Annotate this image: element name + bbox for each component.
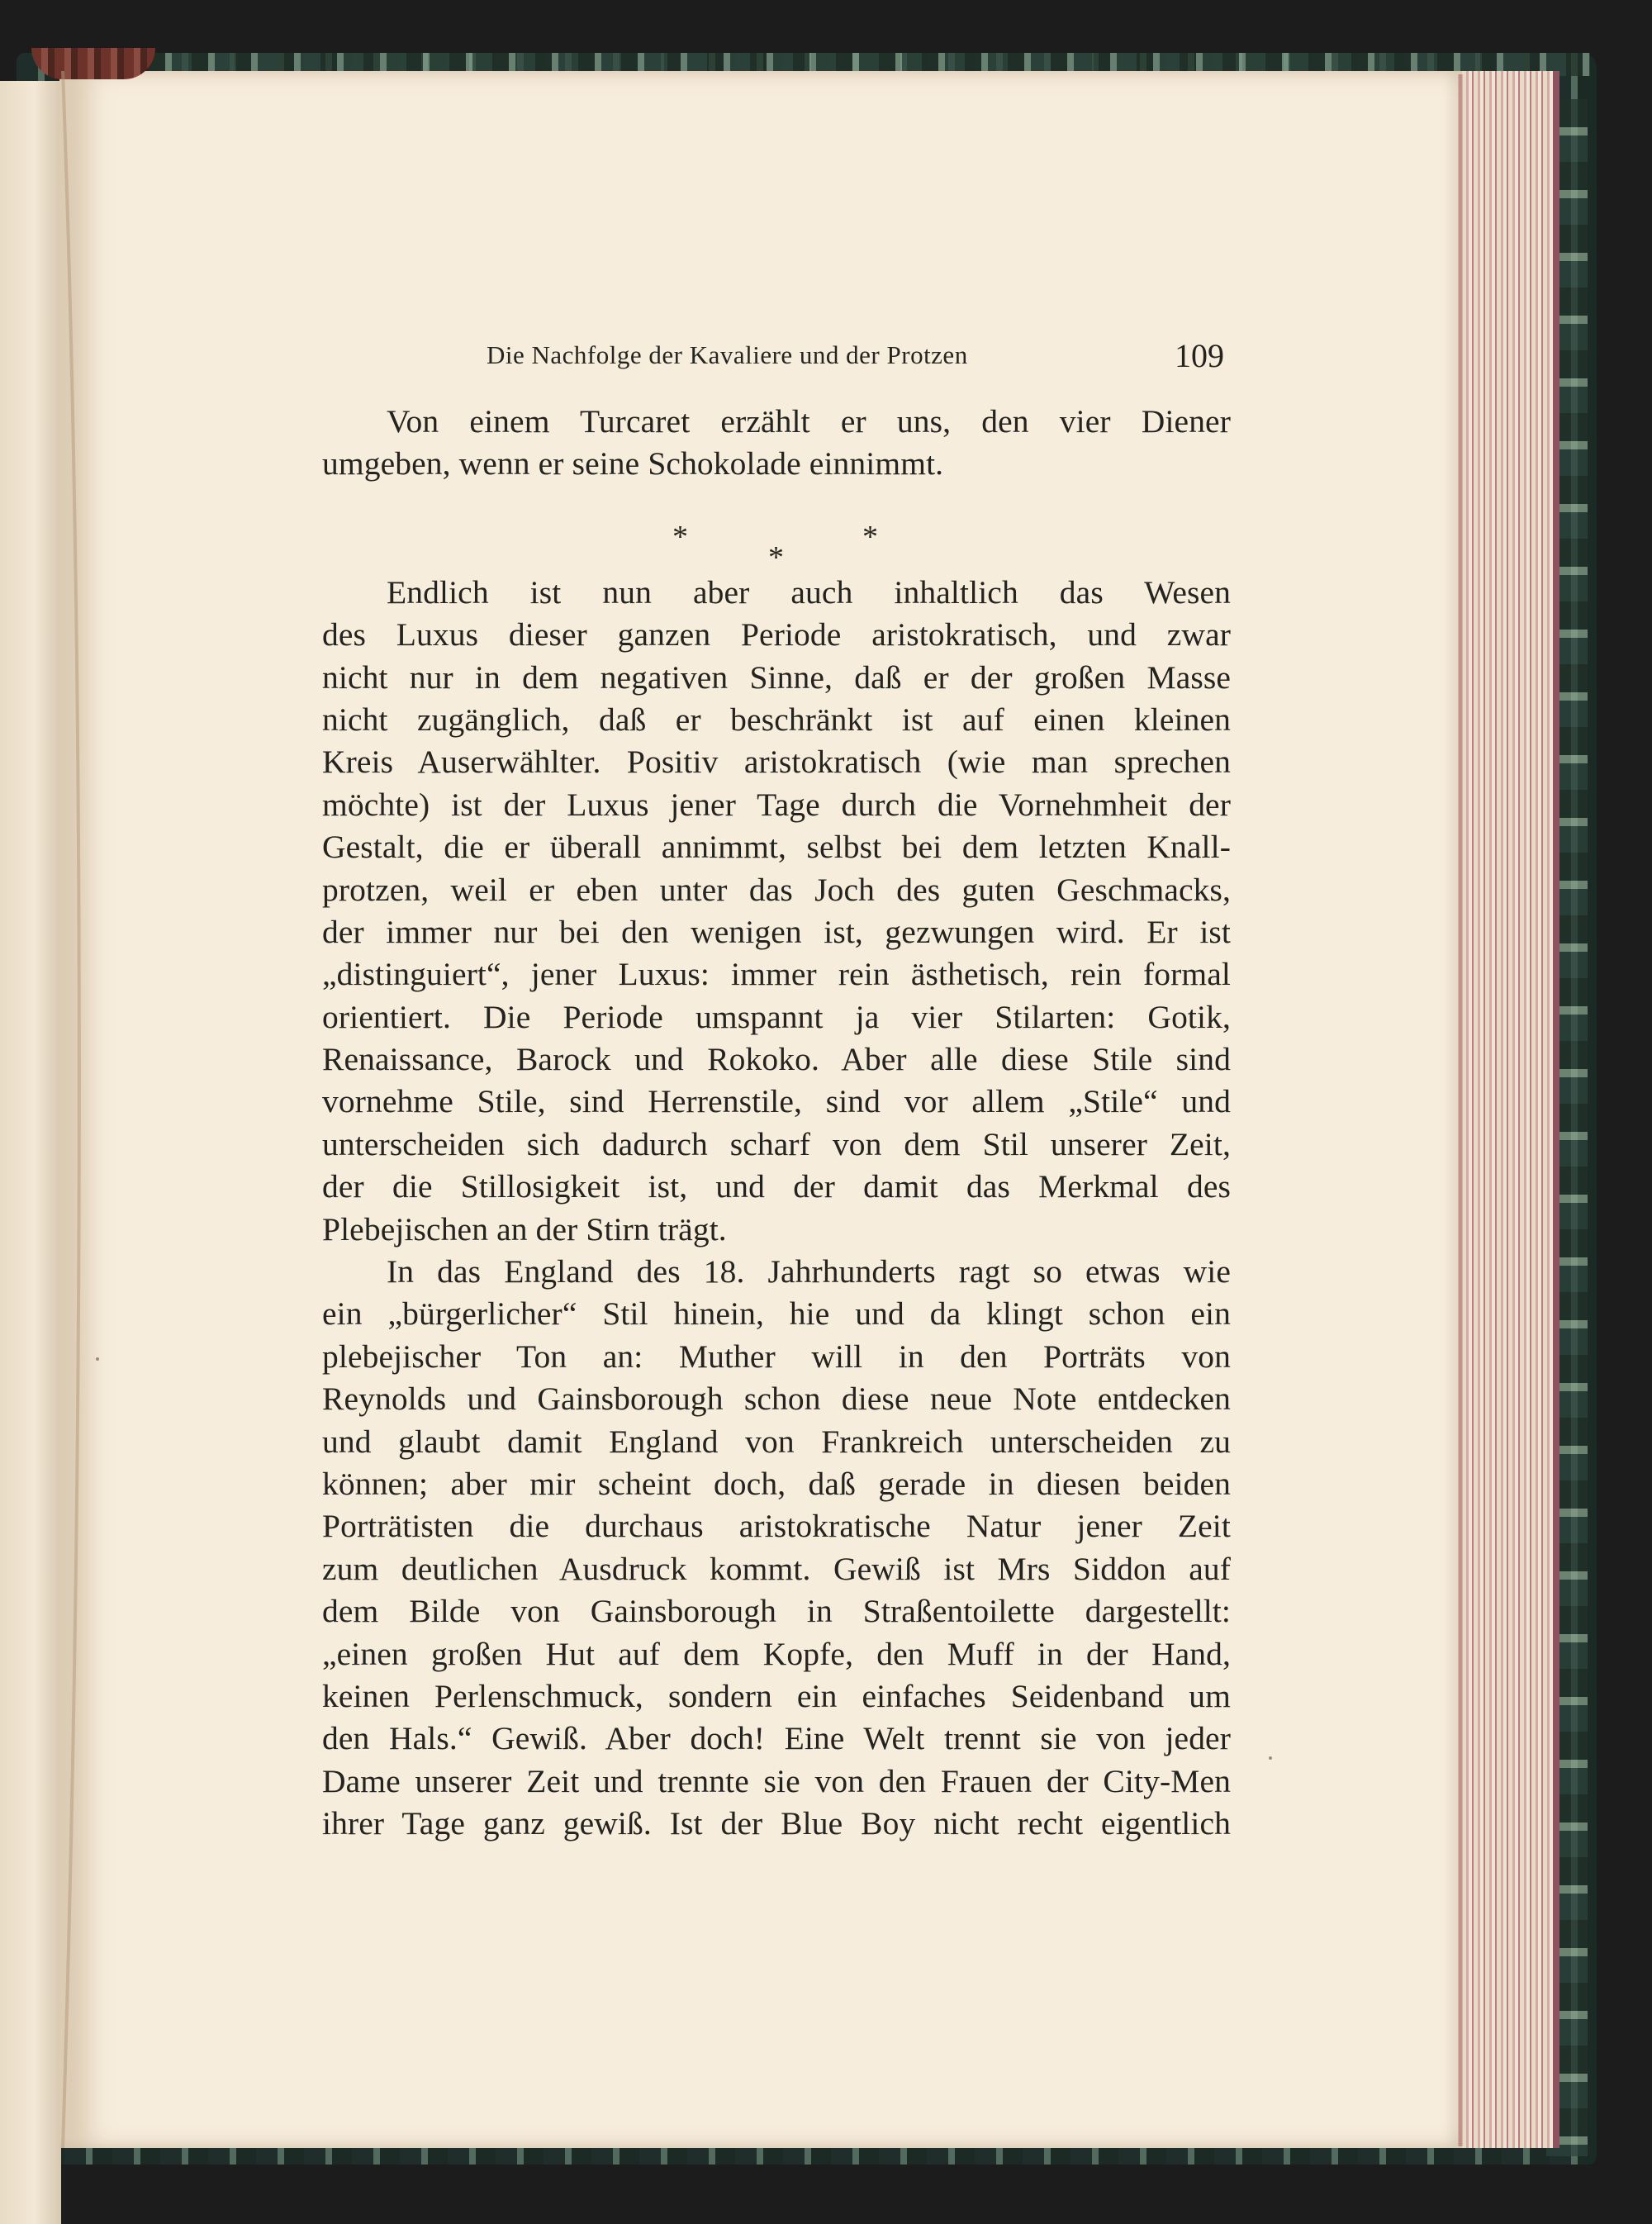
line-text: ein „bürgerlicher“ Stil hinein, hie und da klingt schon ein bbox=[322, 1295, 1231, 1333]
line-text: keinen Perlenschmuck, sondern ein einfaches Seidenband um bbox=[322, 1677, 1231, 1714]
text-line bbox=[322, 614, 1231, 656]
line-text: des Luxus dieser ganzen Periode aristokratisch, und zwar bbox=[322, 616, 1231, 653]
text-line bbox=[322, 1209, 999, 1251]
text-line bbox=[322, 699, 1231, 741]
line-text: der immer nur bei den wenigen ist, gezwungen wird. Er ist bbox=[322, 913, 1231, 950]
line-text: Reynolds und Gainsborough schon diese neue Note entdecken bbox=[322, 1380, 1231, 1418]
text-line bbox=[322, 826, 1231, 868]
line-text: und glaubt damit England von Frankreich unterscheiden zu bbox=[322, 1423, 1231, 1460]
text-line bbox=[322, 741, 1231, 783]
line-text: dem Bilde von Gainsborough in Straßentoilette dargestellt: bbox=[322, 1593, 1231, 1630]
line-text: plebejischer Ton an: Muther will in den Porträts von bbox=[322, 1338, 1231, 1375]
asterisk-icon: * bbox=[672, 519, 688, 554]
text-line bbox=[322, 1124, 1231, 1166]
text-line bbox=[322, 1633, 1231, 1675]
text-line bbox=[322, 911, 1231, 953]
line-text: Plebejischen an der Stirn trägt. bbox=[322, 1210, 727, 1247]
line-text: Kreis Auserwählter. Positiv aristokratisch (wie man sprechen bbox=[322, 744, 1231, 781]
line-text: „distinguiert“, jener Luxus: immer rein ästhetisch, rein formal bbox=[322, 956, 1231, 993]
text-line bbox=[322, 1038, 1231, 1081]
line-text: nicht zugänglich, daß er beschränkt ist auf einen kleinen bbox=[322, 701, 1231, 738]
text-line bbox=[322, 1081, 1231, 1123]
line-text: der die Stillosigkeit ist, und der damit das Merkmal des bbox=[322, 1168, 1231, 1205]
text-line bbox=[322, 401, 1231, 443]
text-line bbox=[322, 1166, 1231, 1208]
left-page-edge bbox=[0, 81, 61, 2224]
asterisk-icon: * bbox=[768, 539, 784, 575]
text-line bbox=[322, 1336, 1231, 1378]
line-text: protzen, weil er eben unter das Joch des guten Geschmacks, bbox=[322, 871, 1231, 908]
line-text: umgeben, wenn er seine Schokolade einnimmt. bbox=[322, 445, 944, 482]
line-text: den Hals.“ Gewiß. Aber doch! Eine Welt trennt sie von jeder bbox=[322, 1720, 1231, 1757]
line-text: nicht nur in dem negativen Sinne, daß er der großen Masse bbox=[322, 658, 1231, 696]
text-line bbox=[322, 1675, 1231, 1718]
text-line bbox=[322, 572, 1231, 614]
text-line bbox=[322, 1463, 1231, 1505]
text-line bbox=[322, 1421, 1231, 1463]
page-edges bbox=[1462, 71, 1559, 2148]
text-line bbox=[322, 1548, 1231, 1590]
section-ornament bbox=[322, 486, 1231, 575]
text-line bbox=[322, 869, 1231, 911]
line-text: „einen großen Hut auf dem Kopfe, den Muff in der Hand, bbox=[322, 1635, 1231, 1672]
text-line bbox=[322, 784, 1231, 826]
line-text: unterscheiden sich dadurch scharf von dem Stil unserer Zeit, bbox=[322, 1125, 1231, 1162]
book-page bbox=[59, 71, 1462, 2148]
text-line bbox=[322, 996, 1231, 1038]
line-text: ihrer Tage ganz gewiß. Ist der Blue Boy nicht recht eigentlich bbox=[322, 1805, 1231, 1842]
line-text: möchte) ist der Luxus jener Tage durch die Vornehmheit der bbox=[322, 786, 1231, 823]
line-text: Endlich ist nun aber auch inhaltlich das Wesen bbox=[387, 573, 1231, 611]
text-line bbox=[322, 443, 999, 485]
line-text: Gestalt, die er überall annimmt, selbst bei dem letzten Knall- bbox=[322, 829, 1231, 866]
line-text: vornehme Stile, sind Herrenstile, sind vor allem „Stile“ und bbox=[322, 1083, 1231, 1120]
page-text bbox=[322, 401, 1231, 1846]
line-text: Von einem Turcaret erzählt er uns, den vier Diener bbox=[387, 403, 1231, 440]
line-text: Porträtisten die durchaus aristokratische Natur jener Zeit bbox=[322, 1508, 1231, 1545]
running-head: Die Nachfolge der Kavaliere und der Protzen bbox=[487, 340, 968, 369]
text-line bbox=[322, 1803, 1231, 1845]
text-line bbox=[322, 1293, 1231, 1335]
line-text: In das England des 18. Jahrhunderts ragt so etwas wie bbox=[387, 1253, 1231, 1290]
text-line bbox=[322, 953, 1231, 996]
asterisk-icon: * bbox=[862, 519, 878, 554]
text-line bbox=[322, 1590, 1231, 1632]
line-text: können; aber mir scheint doch, daß gerade in diesen beiden bbox=[322, 1465, 1231, 1502]
line-text: orientiert. Die Periode umspannt ja vier Stilarten: Gotik, bbox=[322, 998, 1231, 1035]
text-line bbox=[322, 1251, 1231, 1293]
line-text: zum deutlichen Ausdruck kommt. Gewiß ist Mrs Siddon auf bbox=[322, 1550, 1231, 1587]
text-line bbox=[322, 657, 1231, 699]
ribbon-marker bbox=[31, 48, 155, 79]
line-text: Renaissance, Barock und Rokoko. Aber alle diese Stile sind bbox=[322, 1041, 1231, 1078]
text-line bbox=[322, 1718, 1231, 1760]
line-text: Dame unserer Zeit und trennte sie von den Frauen der City-Men bbox=[322, 1762, 1231, 1799]
text-line bbox=[322, 1378, 1231, 1420]
text-line bbox=[322, 1761, 1231, 1803]
page-number: 109 bbox=[1175, 337, 1224, 374]
text-line bbox=[322, 1505, 1231, 1547]
